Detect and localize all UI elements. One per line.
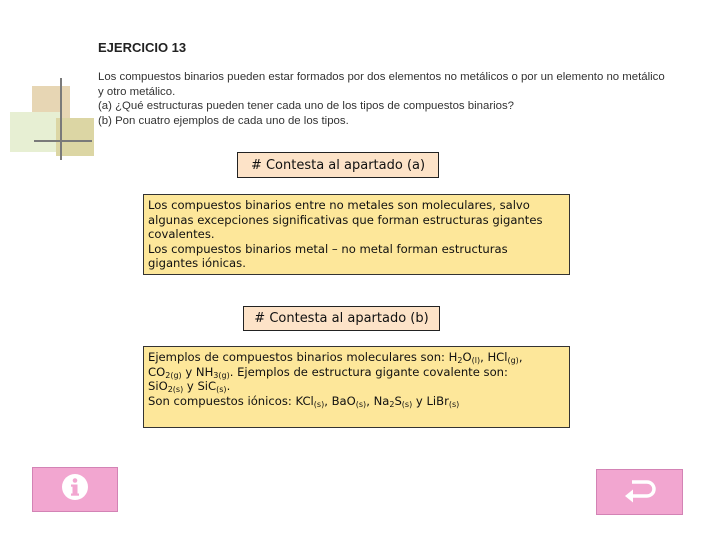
decorative-square-lightgreen bbox=[10, 112, 60, 152]
answer-part-b-box bbox=[143, 346, 570, 428]
answer-part-a-button[interactable]: # Contesta al apartado (a) bbox=[237, 152, 439, 178]
answer-line: Ejemplos de compuestos binarios moleculares son: $H_2O_{(l)}$, HCl$_{(g)}$, bbox=[148, 350, 523, 365]
answer-line: SiO$_{2(s)}$ y SiC$_{(s)}$. bbox=[148, 379, 231, 394]
answer-line: $CO_{2(g)}$ y $NH_{3(g)}$. Ejemplos de estructura gigante covalente son: bbox=[148, 364, 508, 380]
answer-line: algunas excepciones significativas que forman estructuras gigantes bbox=[148, 212, 543, 227]
exercise-title: EJERCICIO 13 bbox=[98, 40, 187, 55]
answer-line: Los compuestos binarios metal – no metal forman estructuras bbox=[148, 241, 508, 256]
statement-line: (a) ¿Qué estructuras pueden tener cada uno de los tipos de compuestos binarios? bbox=[98, 100, 515, 112]
statement-line: y otro metálico. bbox=[98, 85, 176, 98]
answer-part-a-box bbox=[143, 194, 570, 275]
return-arrow-icon bbox=[622, 475, 658, 510]
statement-line: Los compuestos binarios pueden estar formados por dos elementos no metálicos o por un elemento no metálico bbox=[98, 71, 665, 83]
answer-line: gigantes iónicas. bbox=[148, 256, 246, 270]
answer-line: covalentes. bbox=[148, 227, 215, 241]
exercise-statement bbox=[98, 70, 698, 128]
answer-line: Los compuestos binarios entre no metales son moleculares, salvo bbox=[148, 198, 530, 212]
answer-line: Son compuestos iónicos: KCl$_{(s)}$, BaO$_{(s)}$, $Na_2S_{(s)}$ y LiBr$_{(s)}$ bbox=[148, 393, 460, 409]
decorative-line-horizontal bbox=[34, 140, 92, 142]
answer-part-b-button[interactable]: # Contesta al apartado (b) bbox=[243, 306, 440, 331]
info-icon bbox=[61, 473, 89, 506]
back-button[interactable] bbox=[596, 469, 683, 515]
info-button[interactable] bbox=[32, 467, 118, 512]
decorative-line-vertical bbox=[60, 78, 62, 160]
statement-line: (b) Pon cuatro ejemplos de cada uno de los tipos. bbox=[98, 114, 349, 127]
